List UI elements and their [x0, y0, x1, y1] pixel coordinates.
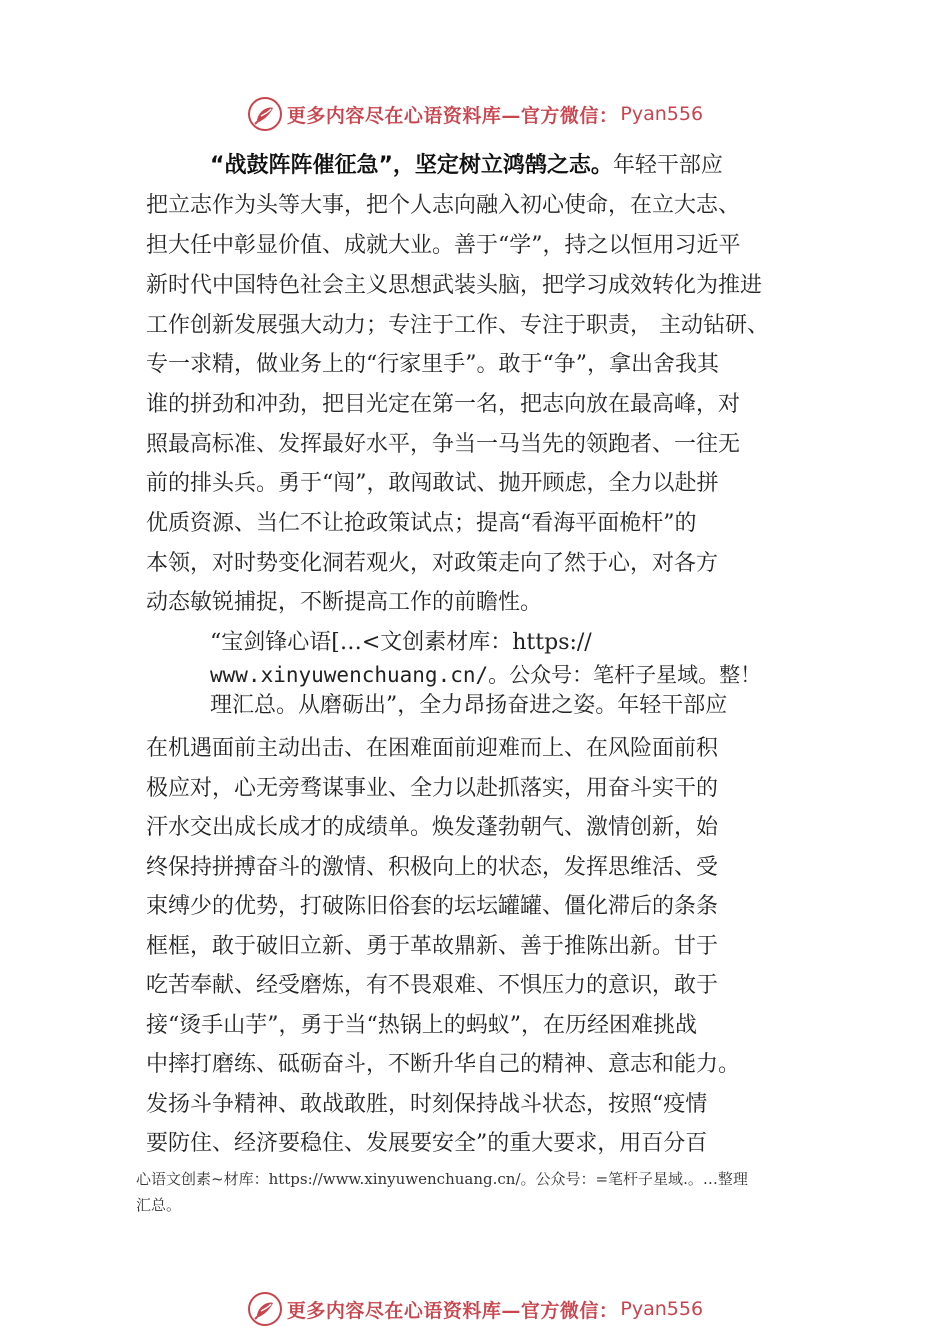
banner-wechat-id: Pyan556 [620, 1298, 704, 1320]
paragraph-1-heading: “战鼓阵阵催征急”，坚定树立鸿鹄之志。 [210, 153, 613, 178]
paragraph-2-line: 汗水交出成长成才的成绩单。焕发蓬勃朝气、激情创新，始 [146, 815, 719, 840]
paragraph-2-line: 在机遇面前主动出击、在困难面前迎难而上、在风险面前积 [146, 736, 719, 761]
banner-text: 更多内容尽在心语资料库—官方微信： [286, 104, 619, 127]
paragraph-1-line: 本领，对时势变化洞若观火，对政策走向了然于心，对各方 [146, 551, 719, 576]
paragraph-1-line: 专一求精，做业务上的“行家里手”。敢于“争”，拿出舍我其 [146, 352, 719, 377]
paragraph-2-url-line: www.xinyuwenchuang.cn/。公众号：笔杆子星域。整！ [210, 663, 762, 687]
paragraph-2-line: 要防住、经济要稳住、发展要安全”的重大要求，用百分百 [146, 1131, 708, 1156]
paragraph-1-line: 前的排头兵。勇于“闯”，敢闯敢试、抛开顾虑，全力以赴拼 [146, 471, 719, 496]
paragraph-1-line: 谁的拼劲和冲劲，把目光定在第一名，把志向放在最高峰，对 [146, 392, 741, 417]
paragraph-2-line: “宝剑锋心语[…<文创素材库：https:// [210, 630, 592, 655]
paragraph-1-line: 动态敏锐捕捉，不断提高工作的前瞻性。 [146, 590, 543, 615]
paragraph-1-line: 新时代中国特色社会主义思想武装头脑，把学习成效转化为推进 [146, 273, 763, 298]
paragraph-1-line: 把立志作为头等大事，把个人志向融入初心使命，在立大志、 [146, 193, 741, 218]
footer-note-line: 心语文创素~材库：https://www.xinyuwenchuang.cn/。公众号：=笔杆子星域.。…整理 [136, 1170, 748, 1188]
paragraph-2-line: 终保持拼搏奋斗的激情、积极向上的状态，发挥思维活、受 [146, 855, 719, 880]
banner-text: 更多内容尽在心语资料库—官方微信： [286, 1299, 619, 1322]
paragraph-2-line: 发扬斗争精神、敢战敢胜，时刻保持战斗状态，按照“疫情 [146, 1092, 708, 1117]
paragraph-1-line-1-text: 年轻干部应 [612, 153, 723, 178]
paragraph-1-line: 照最高标准、发挥最好水平，争当一马当先的领跑者、一往无 [146, 432, 741, 457]
footer-note-line: 汇总。 [136, 1196, 182, 1214]
footer-banner [0, 1289, 950, 1329]
paragraph-2-line: 中摔打磨练、砥砺奋斗，不断升华自己的精神、意志和能力。 [146, 1052, 741, 1077]
paragraph-2-line: 极应对，心无旁骛谋事业、全力以赴抓落实，用奋斗实干的 [146, 776, 719, 801]
paragraph-1-line: 工作创新发展强大动力；专注于工作、专注于职责， 主动钻研、 [146, 313, 769, 338]
header-banner [0, 94, 950, 134]
paragraph-2-line: 接“烫手山芋”，勇于当“热锅上的蚂蚁”，在历经困难挑战 [146, 1013, 697, 1038]
paragraph-2-line: 束缚少的优势，打破陈旧俗套的坛坛罐罐、僵化滞后的条条 [146, 894, 719, 919]
paragraph-1-line: 优质资源、当仁不让抢政策试点；提高“看海平面桅杆”的 [146, 511, 697, 536]
paragraph-2-line: 框框，敢于破旧立新、勇于革故鼎新、善于推陈出新。甘于 [146, 934, 719, 959]
banner-wechat-id: Pyan556 [620, 103, 704, 125]
paragraph-2-line: 理汇总。从磨砺出”，全力昂扬奋进之姿。年轻干部应 [210, 693, 728, 718]
paragraph-1-line-1 [210, 146, 723, 186]
rose-logo-icon [247, 1291, 283, 1327]
paragraph-2-line: 吃苦奉献、经受磨炼，有不畏艰难、不惧压力的意识，敢于 [146, 973, 719, 998]
rose-logo-icon [247, 96, 283, 132]
paragraph-1-line: 担大任中彰显价值、成就大业。善于“学”，持之以恒用习近平 [146, 233, 741, 258]
